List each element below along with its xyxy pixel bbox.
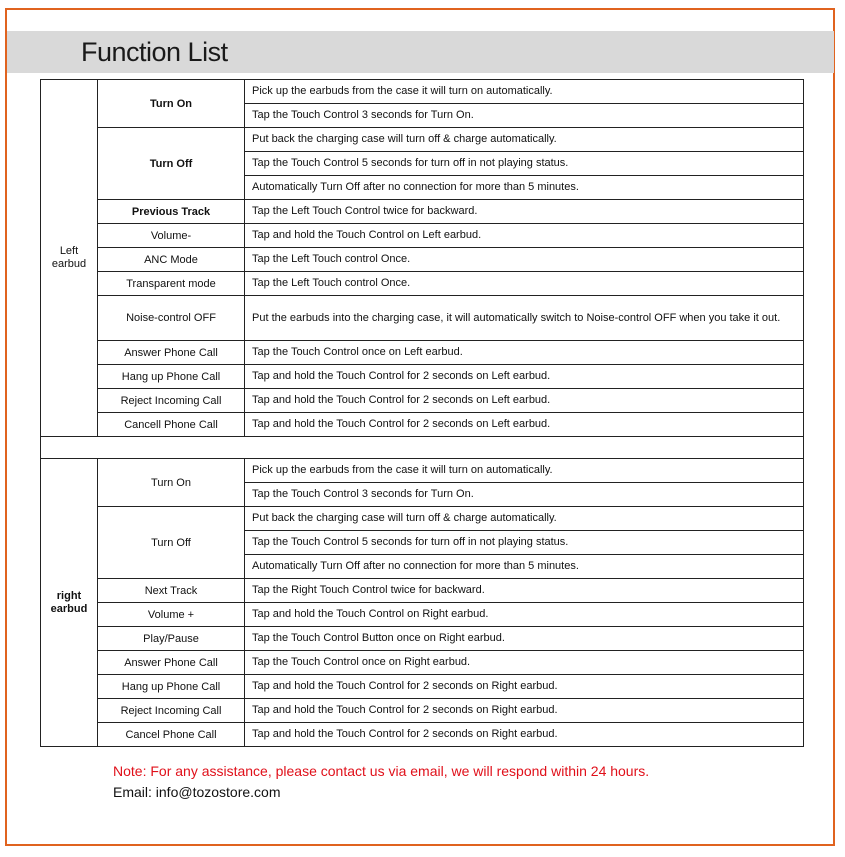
function-name: Turn Off: [98, 128, 245, 200]
function-name: Turn On: [98, 80, 245, 128]
table-row: [41, 723, 804, 747]
function-description: Tap and hold the Touch Control on Right earbud.: [245, 603, 804, 627]
function-name: Hang up Phone Call: [98, 365, 245, 389]
function-description: Tap and hold the Touch Control on Left earbud.: [245, 224, 804, 248]
function-description: Tap the Left Touch Control twice for backward.: [245, 200, 804, 224]
function-name: Transparent mode: [98, 272, 245, 296]
function-description: Tap the Right Touch Control twice for backward.: [245, 579, 804, 603]
function-description: Tap the Touch Control 3 seconds for Turn On.: [245, 483, 804, 507]
table-row: [41, 699, 804, 723]
table-row: [41, 296, 804, 341]
function-name: Volume-: [98, 224, 245, 248]
function-description: Tap and hold the Touch Control for 2 seconds on Right earbud.: [245, 723, 804, 747]
function-name: Hang up Phone Call: [98, 675, 245, 699]
table-row: [41, 128, 804, 152]
function-description: Tap and hold the Touch Control for 2 seconds on Right earbud.: [245, 675, 804, 699]
function-name: ANC Mode: [98, 248, 245, 272]
function-description: Tap the Touch Control 5 seconds for turn off in not playing status.: [245, 152, 804, 176]
function-description: Tap the Left Touch control Once.: [245, 272, 804, 296]
function-description: Tap the Touch Control Button once on Right earbud.: [245, 627, 804, 651]
function-name: Play/Pause: [98, 627, 245, 651]
table-row: [41, 627, 804, 651]
function-name: Answer Phone Call: [98, 341, 245, 365]
table-row: [41, 248, 804, 272]
function-name: Turn On: [98, 459, 245, 507]
table-row: [41, 651, 804, 675]
table-row: [41, 579, 804, 603]
function-name: Cancel Phone Call: [98, 723, 245, 747]
group-label-left-earbud: Left earbud: [41, 80, 98, 437]
table-row: [41, 80, 804, 104]
table-row: [41, 413, 804, 437]
function-name: Next Track: [98, 579, 245, 603]
group-separator-row: [41, 437, 804, 459]
function-table: [40, 79, 804, 747]
table-row: [41, 272, 804, 296]
separator-cell: [41, 437, 804, 459]
support-note: Note: For any assistance, please contact us via email, we will respond within 24 hours.: [113, 763, 650, 779]
table-row: [41, 224, 804, 248]
function-description: Tap and hold the Touch Control for 2 seconds on Right earbud.: [245, 699, 804, 723]
function-name: Reject Incoming Call: [98, 699, 245, 723]
function-description: Pick up the earbuds from the case it will turn on automatically.: [245, 459, 804, 483]
function-name: Turn Off: [98, 507, 245, 579]
title-banner: [7, 31, 834, 73]
group-label-right-earbud: right earbud: [41, 459, 98, 747]
table-row: [41, 341, 804, 365]
table-row: [41, 675, 804, 699]
function-description: Tap and hold the Touch Control for 2 seconds on Left earbud.: [245, 389, 804, 413]
table-row: [41, 507, 804, 531]
function-description: Tap the Touch Control 5 seconds for turn off in not playing status.: [245, 531, 804, 555]
function-name: Reject Incoming Call: [98, 389, 245, 413]
function-description: Tap the Touch Control once on Left earbud.: [245, 341, 804, 365]
function-name: Volume +: [98, 603, 245, 627]
function-description: Tap the Left Touch control Once.: [245, 248, 804, 272]
function-description: Automatically Turn Off after no connection for more than 5 minutes.: [245, 555, 804, 579]
function-description: Tap and hold the Touch Control for 2 seconds on Left earbud.: [245, 365, 804, 389]
function-description: Put back the charging case will turn off & charge automatically.: [245, 128, 804, 152]
table-row: [41, 365, 804, 389]
function-name: Answer Phone Call: [98, 651, 245, 675]
function-description: Tap and hold the Touch Control for 2 seconds on Left earbud.: [245, 413, 804, 437]
page-title: Function List: [81, 37, 228, 67]
function-name: Noise-control OFF: [98, 296, 245, 341]
function-name: Previous Track: [98, 200, 245, 224]
support-email: Email: info@tozostore.com: [113, 784, 281, 800]
function-description: Tap the Touch Control once on Right earbud.: [245, 651, 804, 675]
table-row: [41, 459, 804, 483]
function-description: Automatically Turn Off after no connection for more than 5 minutes.: [245, 176, 804, 200]
table-row: [41, 200, 804, 224]
table-row: [41, 603, 804, 627]
table-row: [41, 389, 804, 413]
function-description: Pick up the earbuds from the case it will turn on automatically.: [245, 80, 804, 104]
function-name: Cancell Phone Call: [98, 413, 245, 437]
function-description: Put back the charging case will turn off & charge automatically.: [245, 507, 804, 531]
function-description: Tap the Touch Control 3 seconds for Turn On.: [245, 104, 804, 128]
function-description: Put the earbuds into the charging case, it will automatically switch to Noise-control OFF when you take it out.: [245, 296, 804, 341]
